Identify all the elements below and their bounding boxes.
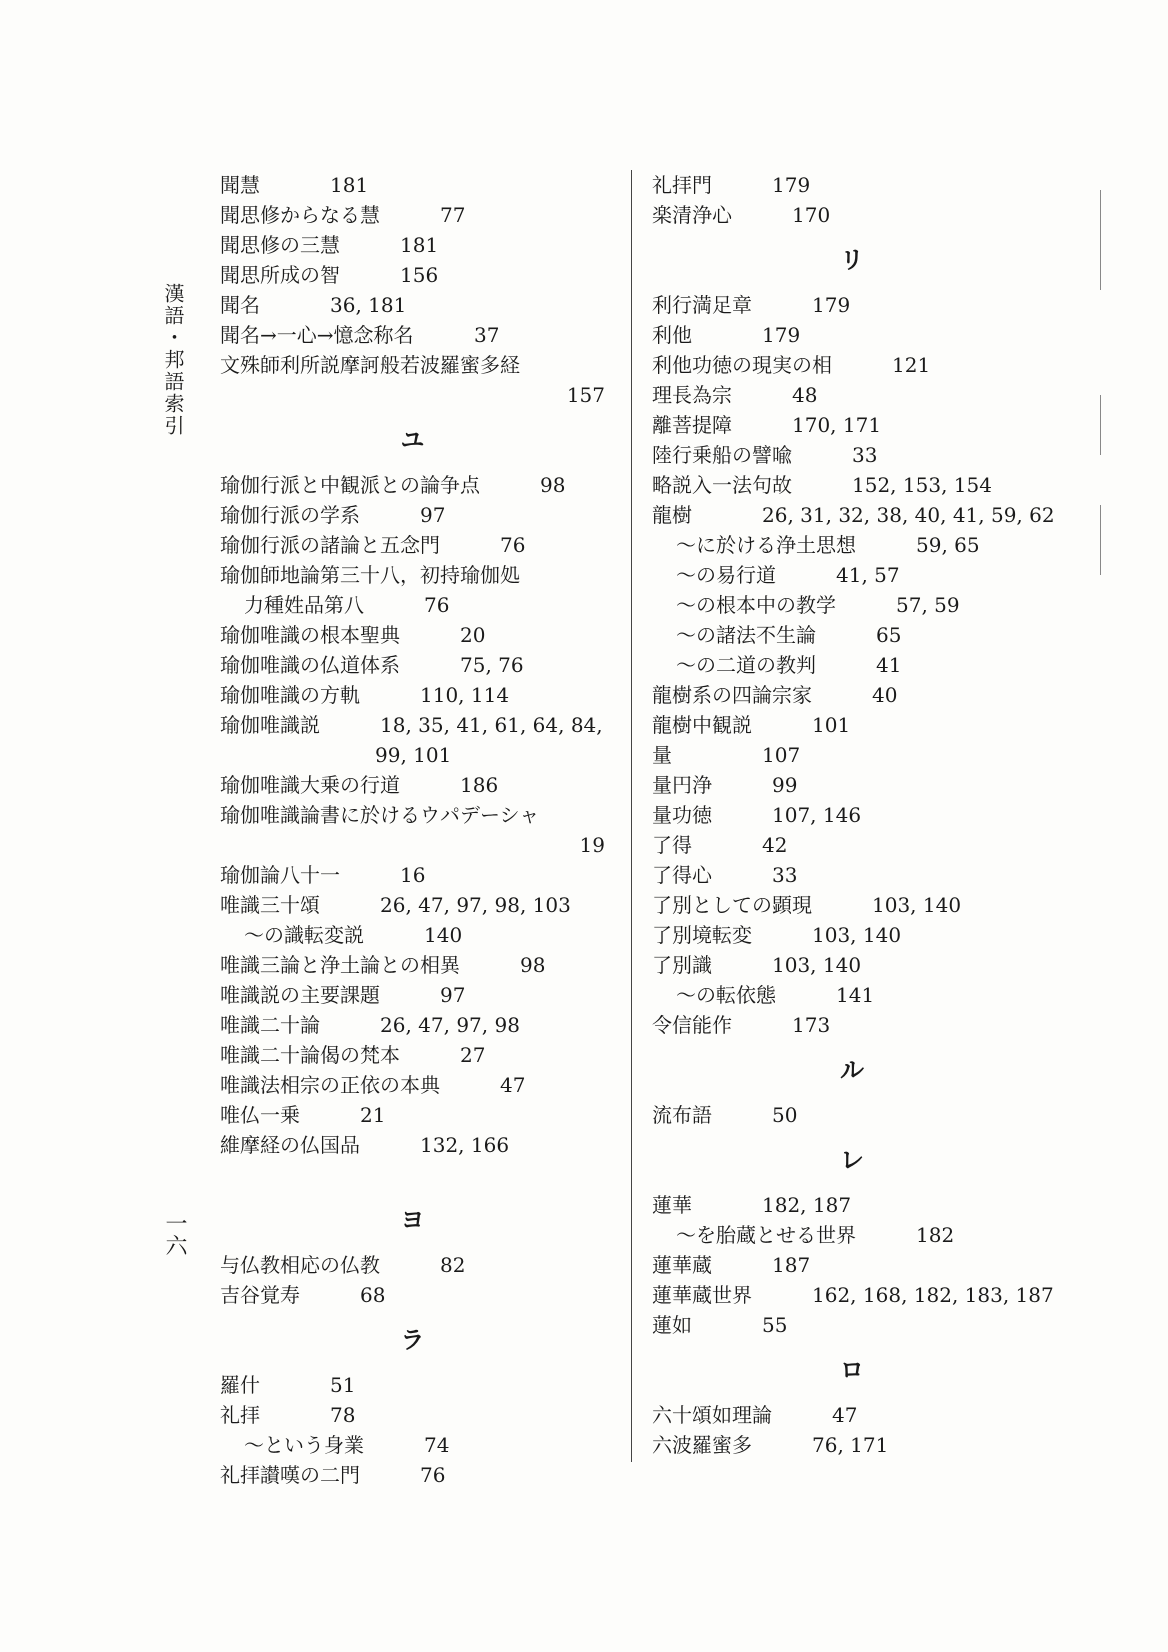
entry-pages: 186 <box>460 773 499 797</box>
entry-pages: 68 <box>360 1283 386 1307</box>
entry-pages: 97 <box>440 983 466 1007</box>
index-entry <box>652 170 1052 200</box>
entry-pages: 47 <box>832 1403 858 1427</box>
index-entry <box>220 1130 605 1160</box>
index-entry <box>220 650 605 680</box>
entry-pages: 187 <box>772 1253 811 1277</box>
entry-term: 量円浄 <box>652 773 712 797</box>
entry-pages: 19 <box>579 833 605 857</box>
index-entry <box>652 1190 1052 1220</box>
entry-term: ～という身業 <box>244 1433 364 1457</box>
section-heading: ロ <box>840 1356 864 1384</box>
entry-pages: 181 <box>330 173 369 197</box>
entry-pages: 27 <box>460 1043 486 1067</box>
entry-pages: 77 <box>440 203 466 227</box>
entry-pages: 110, 114 <box>420 683 510 707</box>
index-subentry <box>652 650 1052 680</box>
entry-term: 瑜伽唯識大乗の行道 <box>220 773 400 797</box>
index-subentry <box>652 590 1052 620</box>
section-heading: ル <box>840 1056 864 1084</box>
entry-term: 聞思修からなる慧 <box>220 203 380 227</box>
entry-term: 唯識三論と浄土論との相異 <box>220 953 460 977</box>
entry-term: 了得心 <box>652 863 712 887</box>
index-entry <box>652 890 1052 920</box>
entry-term: 瑜伽唯識論書に於けるウパデーシャ <box>220 803 540 827</box>
entry-pages: 59, 65 <box>916 533 980 557</box>
entry-term: 力種姓品第八 <box>244 593 364 617</box>
entry-pages: 173 <box>792 1013 831 1037</box>
entry-term: 蓮華 <box>652 1193 692 1217</box>
entry-pages: 76, 171 <box>812 1433 889 1457</box>
index-entry <box>220 1100 605 1130</box>
section-heading: ユ <box>400 426 425 454</box>
index-entry <box>220 800 605 830</box>
index-entry <box>652 770 1052 800</box>
scan-mark <box>1100 395 1101 455</box>
index-entry <box>220 620 605 650</box>
index-entry <box>652 290 1052 320</box>
entry-term: 蓮如 <box>652 1313 692 1337</box>
entry-term: 唯識三十頌 <box>220 893 320 917</box>
index-subentry <box>220 1430 605 1460</box>
entry-term: 唯識法相宗の正依の本典 <box>220 1073 440 1097</box>
index-entry <box>652 1100 1052 1130</box>
entry-term: 令信能作 <box>652 1013 732 1037</box>
entry-pages: 132, 166 <box>420 1133 510 1157</box>
entry-pages: 50 <box>772 1103 798 1127</box>
entry-term: 了別境転変 <box>652 923 752 947</box>
entry-pages: 33 <box>852 443 878 467</box>
index-entry <box>220 230 605 260</box>
entry-pages: 78 <box>330 1403 356 1427</box>
entry-pages: 16 <box>400 863 426 887</box>
index-entry <box>652 800 1052 830</box>
index-entry <box>652 500 1055 530</box>
index-subentry <box>652 980 1052 1010</box>
entry-term: 瑜伽行派の諸論と五念門 <box>220 533 440 557</box>
entry-term: ～に於ける浄土思想 <box>676 533 856 557</box>
entry-pages: 74 <box>424 1433 450 1457</box>
index-entry <box>652 740 1052 770</box>
entry-term: 礼拝 <box>220 1403 260 1427</box>
entry-pages: 82 <box>440 1253 466 1277</box>
index-entry <box>220 1280 605 1310</box>
index-entry <box>220 350 605 380</box>
index-entry <box>220 1370 605 1400</box>
index-entry <box>220 680 605 710</box>
entry-term: 利行満足章 <box>652 293 752 317</box>
index-entry <box>220 380 605 410</box>
entry-term: 楽清浄心 <box>652 203 732 227</box>
index-entry <box>652 470 1052 500</box>
index-entry <box>652 200 1052 230</box>
section-heading: リ <box>840 246 864 274</box>
entry-pages: 101 <box>812 713 851 737</box>
entry-pages: 65 <box>876 623 902 647</box>
entry-pages: 51 <box>330 1373 356 1397</box>
entry-pages: 182, 187 <box>762 1193 852 1217</box>
index-entry <box>652 440 1052 470</box>
index-entry <box>220 560 605 590</box>
entry-term: 礼拝讃嘆の二門 <box>220 1463 360 1487</box>
index-subentry <box>220 590 605 620</box>
entry-pages: 76 <box>420 1463 446 1487</box>
entry-term: 瑜伽唯識の方軌 <box>220 683 360 707</box>
entry-pages: 21 <box>360 1103 386 1127</box>
index-entry <box>220 320 605 350</box>
index-entry <box>652 860 1052 890</box>
entry-term: 利他 <box>652 323 692 347</box>
index-entry <box>220 710 605 740</box>
entry-term: 瑜伽唯識の根本聖典 <box>220 623 400 647</box>
entry-term: 六十頌如理論 <box>652 1403 772 1427</box>
index-entry <box>220 860 605 890</box>
entry-pages: 162, 168, 182, 183, 187 <box>812 1283 1054 1307</box>
entry-pages: 107, 146 <box>772 803 862 827</box>
entry-pages: 179 <box>772 173 811 197</box>
entry-term: 陸行乗船の譬喩 <box>652 443 792 467</box>
entry-pages: 76 <box>424 593 450 617</box>
entry-term: 聞思所成の智 <box>220 263 340 287</box>
entry-pages: 99 <box>772 773 798 797</box>
entry-term: 蓮華蔵 <box>652 1253 712 1277</box>
entry-pages: 26, 31, 32, 38, 40, 41, 59, 62 <box>762 503 1055 527</box>
scan-mark <box>1100 505 1101 575</box>
entry-pages: 179 <box>762 323 801 347</box>
index-entry <box>652 830 1052 860</box>
entry-pages: 18, 35, 41, 61, 64, 84, <box>380 713 603 737</box>
entry-term: 与仏教相応の仏教 <box>220 1253 380 1277</box>
entry-pages: 57, 59 <box>896 593 960 617</box>
entry-term: 龍樹系の四論宗家 <box>652 683 812 707</box>
index-entry <box>652 1400 1052 1430</box>
entry-term: 唯識二十論偈の梵本 <box>220 1043 400 1067</box>
index-entry <box>652 1430 1052 1460</box>
index-column-left <box>220 170 605 1490</box>
entry-pages: 103, 140 <box>872 893 962 917</box>
index-entry <box>220 1040 605 1070</box>
section-heading: ラ <box>400 1326 425 1354</box>
entry-term: 了得 <box>652 833 692 857</box>
scan-mark <box>1100 190 1101 290</box>
entry-term: 量功徳 <box>652 803 712 827</box>
entry-pages: 41, 57 <box>836 563 900 587</box>
entry-pages: 170, 171 <box>792 413 882 437</box>
index-entry <box>652 1310 1052 1340</box>
index-subentry <box>652 560 1052 590</box>
index-entry <box>220 500 605 530</box>
running-title: 漢語・邦語索引 <box>161 283 185 437</box>
entry-term: ～の二道の教判 <box>676 653 816 677</box>
entry-term: 龍樹中観説 <box>652 713 752 737</box>
entry-pages: 75, 76 <box>460 653 524 677</box>
index-entry <box>652 350 1052 380</box>
index-entry <box>220 290 605 320</box>
entry-term: 離菩提障 <box>652 413 732 437</box>
entry-term: ～の易行道 <box>676 563 776 587</box>
index-entry <box>220 1460 605 1490</box>
entry-pages: 107 <box>762 743 801 767</box>
entry-pages: 141 <box>836 983 875 1007</box>
index-subentry <box>220 920 605 950</box>
entry-term: 略説入一法句故 <box>652 473 792 497</box>
entry-pages: 55 <box>762 1313 788 1337</box>
entry-term: 利他功徳の現実の相 <box>652 353 832 377</box>
entry-term: 維摩経の仏国品 <box>220 1133 360 1157</box>
entry-term: 聞慧 <box>220 173 260 197</box>
entry-term: 理長為宗 <box>652 383 732 407</box>
entry-term: 聞名 <box>220 293 260 317</box>
entry-pages: 97 <box>420 503 446 527</box>
entry-pages: 98 <box>520 953 546 977</box>
entry-term: ～の根本中の教学 <box>676 593 836 617</box>
index-entry <box>220 740 605 770</box>
index-entry <box>220 950 605 980</box>
entry-term: 吉谷覚寿 <box>220 1283 300 1307</box>
index-entry <box>220 980 605 1010</box>
index-entry <box>220 530 605 560</box>
entry-term: 瑜伽行派と中観派との論争点 <box>220 473 480 497</box>
entry-pages: 157 <box>566 383 605 407</box>
index-entry <box>220 830 605 860</box>
entry-term: 唯識説の主要課題 <box>220 983 380 1007</box>
section-heading: ヨ <box>400 1206 425 1234</box>
index-entry <box>652 1280 1052 1310</box>
entry-pages: 140 <box>424 923 463 947</box>
index-entry <box>652 920 1052 950</box>
entry-pages: 103, 140 <box>772 953 862 977</box>
entry-term: 文殊師利所説摩訶般若波羅蜜多経 <box>220 353 520 377</box>
entry-term: 瑜伽唯識の仏道体系 <box>220 653 400 677</box>
entry-pages: 37 <box>474 323 500 347</box>
entry-pages: 36, 181 <box>330 293 407 317</box>
index-entry <box>652 320 1052 350</box>
entry-pages: 152, 153, 154 <box>852 473 992 497</box>
index-entry <box>220 1250 605 1280</box>
entry-term: ～を胎蔵とせる世界 <box>676 1223 856 1247</box>
index-entry <box>652 950 1052 980</box>
index-entry <box>220 1010 605 1040</box>
entry-term: 瑜伽行派の学系 <box>220 503 360 527</box>
entry-pages: 179 <box>812 293 851 317</box>
index-entry <box>220 200 605 230</box>
entry-term: ～の諸法不生論 <box>676 623 816 647</box>
index-entry <box>652 410 1052 440</box>
entry-term: ～の識転変説 <box>244 923 364 947</box>
entry-pages: 26, 47, 97, 98, 103 <box>380 893 571 917</box>
index-entry <box>652 1010 1052 1040</box>
index-entry <box>220 770 605 800</box>
entry-pages: 99, 101 <box>375 743 452 767</box>
entry-term: 了別としての顕現 <box>652 893 812 917</box>
entry-pages: 20 <box>460 623 486 647</box>
index-entry <box>220 1400 605 1430</box>
entry-term: 唯仏一乗 <box>220 1103 300 1127</box>
index-entry <box>220 890 605 920</box>
entry-term: 流布語 <box>652 1103 712 1127</box>
entry-term: 瑜伽論八十一 <box>220 863 340 887</box>
entry-term: 聞名→一心→憶念称名 <box>220 323 414 347</box>
index-column-right <box>652 170 1055 1460</box>
entry-term: 瑜伽師地論第三十八，初持瑜伽処 <box>220 563 520 587</box>
entry-term: ～の転依態 <box>676 983 776 1007</box>
index-subentry <box>652 530 1052 560</box>
section-heading: レ <box>840 1146 864 1174</box>
entry-term: 蓮華蔵世界 <box>652 1283 752 1307</box>
index-entry <box>652 1250 1052 1280</box>
entry-term: 六波羅蜜多 <box>652 1433 752 1457</box>
entry-pages: 26, 47, 97, 98 <box>380 1013 520 1037</box>
page-number: 一六 <box>162 1212 187 1256</box>
entry-term: 瑜伽唯識説 <box>220 713 320 737</box>
index-entry <box>652 710 1052 740</box>
entry-term: 礼拝門 <box>652 173 712 197</box>
entry-pages: 182 <box>916 1223 955 1247</box>
entry-pages: 181 <box>400 233 439 257</box>
entry-term: 唯識二十論 <box>220 1013 320 1037</box>
entry-pages: 76 <box>500 533 526 557</box>
entry-term: 龍樹 <box>652 503 692 527</box>
entry-pages: 41 <box>876 653 902 677</box>
index-entry <box>220 170 605 200</box>
index-entry <box>652 680 1052 710</box>
entry-pages: 170 <box>792 203 831 227</box>
entry-term: 了別識 <box>652 953 712 977</box>
index-subentry <box>652 1220 1052 1250</box>
entry-term: 量 <box>652 743 672 767</box>
section-gap <box>220 1160 605 1190</box>
entry-pages: 33 <box>772 863 798 887</box>
entry-pages: 98 <box>540 473 566 497</box>
index-entry <box>220 470 605 500</box>
index-entry <box>220 1070 605 1100</box>
entry-pages: 42 <box>762 833 788 857</box>
entry-term: 羅什 <box>220 1373 260 1397</box>
column-divider <box>631 170 632 1462</box>
index-entry <box>652 380 1052 410</box>
entry-pages: 47 <box>500 1073 526 1097</box>
index-entry <box>220 260 605 290</box>
entry-pages: 48 <box>792 383 818 407</box>
entry-pages: 121 <box>892 353 931 377</box>
entry-pages: 103, 140 <box>812 923 902 947</box>
entry-pages: 156 <box>400 263 439 287</box>
entry-pages: 40 <box>872 683 898 707</box>
entry-term: 聞思修の三慧 <box>220 233 340 257</box>
index-subentry <box>652 620 1052 650</box>
